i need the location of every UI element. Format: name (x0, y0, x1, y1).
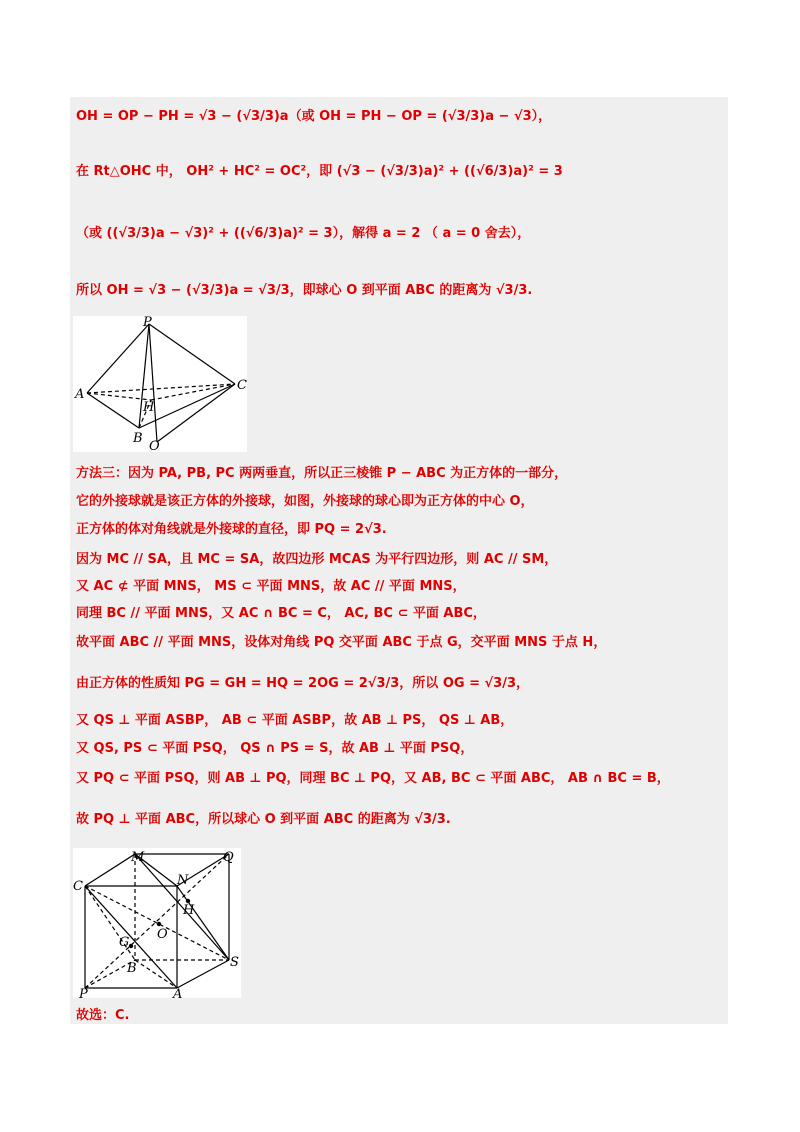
label-A: A (75, 387, 85, 402)
label-P: P (143, 316, 152, 330)
text-line-11: 故平面 ABC // 平面 MNS，设体对角线 PQ 交平面 ABC 于点 G，交平面 MNS 于点 H， (76, 635, 607, 650)
label-C: C (237, 378, 247, 393)
text-line-15: 又 PQ ⊂ 平面 PSQ，则 AB ⊥ PQ，同理 BC ⊥ PQ，又 AB, BC ⊂ 平面 ABC， AB ∩ BC = B， (76, 771, 670, 786)
label-A: A (173, 987, 183, 998)
pyramid-figure (73, 316, 247, 452)
label-M: M (131, 850, 145, 865)
label-B: B (127, 961, 137, 976)
text-line-8: 因为 MC // SA，且 MC = SA，故四边形 MCAS 为平行四边形，则 AC // SM， (76, 552, 558, 567)
text-line-3: （或 ((√3/3)a − √3)² + ((√6/3)a)² = 3），解得 a = 2 （ a = 0 舍去）， (76, 226, 531, 241)
text-line-10: 同理 BC // 平面 MNS，又 AC ∩ BC = C， AC, BC ⊂ 平面 ABC， (76, 606, 486, 621)
label-C: C (73, 879, 83, 894)
answer-line: 故选：C. (76, 1008, 130, 1023)
text-line-9: 又 AC ⊄ 平面 MNS， MS ⊂ 平面 MNS，故 AC // 平面 MNS， (76, 579, 466, 594)
label-H: H (183, 903, 195, 918)
text-line-12: 由正方体的性质知 PG = GH = HQ = 2OG = 2√3/3，所以 OG = √3/3， (76, 676, 530, 691)
text-line-2: 在 Rt△OHC 中， OH² + HC² = OC²，即 (√3 − (√3/3)a)² + ((√6/3)a)² = 3 (76, 164, 563, 179)
label-P: P (79, 987, 88, 998)
text-line-6: 它的外接球就是该正方体的外接球，如图，外接球的球心即为正方体的中心 O， (76, 494, 534, 509)
cube-figure (73, 848, 241, 998)
text-line-7: 正方体的体对角线就是外接球的直径，即 PQ = 2√3. (76, 522, 387, 537)
text-line-4: 所以 OH = √3 − (√3/3)a = √3/3，即球心 O 到平面 ABC 的距离为 √3/3. (76, 283, 533, 298)
text-line-1: OH = OP − PH = √3 − (√3/3)a（或 OH = PH − OP = (√3/3)a − √3）， (76, 109, 552, 124)
text-line-13: 又 QS ⊥ 平面 ASBP， AB ⊂ 平面 ASBP，故 AB ⊥ PS， QS ⊥ AB， (76, 713, 514, 728)
text-line-5: 方法三：因为 PA, PB, PC 两两垂直，所以正三棱锥 P − ABC 为正方体的一部分， (76, 466, 568, 481)
text-line-16: 故 PQ ⊥ 平面 ABC，所以球心 O 到平面 ABC 的距离为 √3/3. (76, 812, 451, 827)
label-O: O (149, 439, 160, 452)
label-S: S (230, 955, 239, 970)
label-G: G (119, 935, 130, 950)
label-O: O (157, 927, 168, 942)
label-N: N (177, 873, 189, 888)
label-H: H (143, 400, 155, 415)
label-B: B (133, 431, 143, 446)
text-line-14: 又 QS, PS ⊂ 平面 PSQ， QS ∩ PS = S，故 AB ⊥ 平面 PSQ， (76, 741, 474, 756)
label-Q: Q (223, 850, 234, 865)
